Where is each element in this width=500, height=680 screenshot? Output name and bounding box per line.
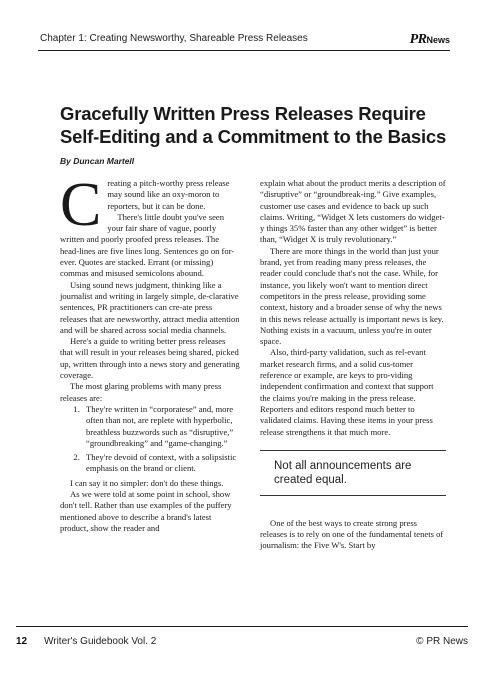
paragraph: Also, third-party validation, such as rel-evant market research firms, and a solid cus-tomer reference or example, are keys to pro-viding independent confirmation and context that support the claims you're making in the press release. Reporters and editors respond much better to validated claims. Having these items in your press release strengthens it that much more.: [260, 347, 434, 437]
paragraph: There are more things in the world than just your brand, yet from reading many press releases, the reader could conclude that's not the case. While, for instance, you likely won't want to mention direct competitors in the press release, providing some context, history and a broader sense of why the news in this news release actually is important news is key. Nothing exists in a vacuum, unless you're in outer space.: [260, 245, 444, 347]
article-byline: By Duncan Martell: [60, 156, 135, 166]
page-number: 12: [16, 636, 28, 647]
paragraph: reating a pitch-worthy press release may sound like an oxy-moron to reporters, but it can be done.: [107, 178, 230, 211]
chapter-title: Chapter 1: Creating Newsworthy, Shareable Press Releases: [40, 33, 308, 44]
page-header: [38, 24, 450, 51]
logo-news-text: News: [426, 35, 450, 45]
paragraph: One of the best ways to create strong press releases is to rely on one of the fundamental tenets of journalism: the Five W's. Start by: [260, 517, 444, 551]
paragraph: explain what about the product merits a description of “disruptive” or “groundbreak-ing.” Give examples, customer use cases and evidence to back up such claims. Writing, “Widget X lets customers do widget-y things 35% faster than any other widget” is better than, “Widget X is truly revolutionary.”: [260, 178, 446, 245]
paragraph: I can say it no simpler: don't do these things.: [70, 477, 224, 488]
list-item: 2. They're devoid of context, with a solipsistic emphasis on the brand or client.: [82, 452, 240, 475]
pr-news-logo: [410, 30, 450, 48]
copyright-notice: © PR News: [416, 636, 468, 647]
paragraph: Using sound news judgment, thinking like a journalist and writing in largely simple, de-clarative sentences, PR practitioners can cre-ate press releases that are newsworthy, attract media attention and will be shared across social media channels.: [60, 279, 240, 335]
drop-cap: C: [60, 171, 102, 239]
right-column: [260, 178, 446, 552]
paragraph: As we were told at some point in school, show don't tell. Rather than use examples of the puffery mentioned above to describe a brand's latest product, show the reader and: [60, 489, 232, 533]
paragraph: The most glaring problems with many press releases are:: [60, 381, 222, 403]
pull-quote: [260, 450, 446, 496]
list-item: 1. They're written in “corporatese” and, more often than not, are replete with hyperbolic, breathless buzzwords such as “disruptive,” “groundbreaking” and “game-changing.”: [82, 404, 240, 449]
pull-quote-text: Not all announcements are created equal.: [274, 459, 412, 486]
left-column: [60, 171, 240, 534]
logo-pr-text: PR: [409, 32, 427, 47]
article-title: Gracefully Written Press Releases Require Self-Editing and a Commitment to the Basics: [60, 103, 447, 147]
guidebook-title: Writer's Guidebook Vol. 2: [44, 636, 157, 647]
problems-list: [60, 404, 240, 475]
page-footer: [16, 626, 468, 657]
paragraph: Here's a guide to writing better press releases that will result in your releases being shared, picked up, written through into a news story and generating coverage.: [60, 336, 240, 381]
paragraph: There's little doubt you've seen your fair share of vague, poorly written and poorly proofed press releases. The head-lines are five lines long. Sentences go on for-ever. Quotes are stacked. Errant (or missing) commas and misused semicolons abound.: [60, 211, 235, 279]
